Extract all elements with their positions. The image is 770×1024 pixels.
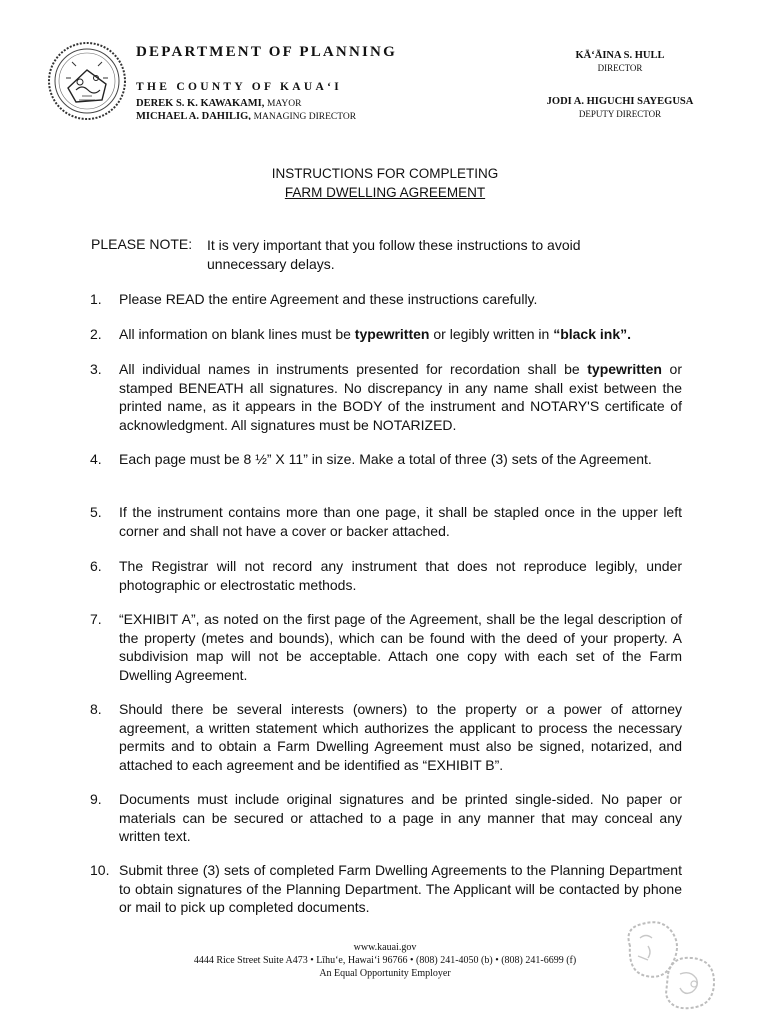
instruction-item: [90, 325, 682, 344]
instruction-item: [90, 610, 682, 684]
note-text: It is very important that you follow these instructions to avoid unnecessary delays.: [207, 237, 581, 272]
instruction-item: [90, 700, 682, 774]
instruction-item: [90, 450, 682, 469]
item-number: 8.: [90, 701, 102, 717]
item-text: Documents must include original signatures and be printed single-sided. No paper or materials can be secured or attached to a page in any manner that may conceal any written text.: [119, 791, 682, 844]
document-subtitle: FARM DWELLING AGREEMENT: [284, 185, 486, 200]
item-text: The Registrar will not record any instrument that does not reproduce legibly, under photographic or electrostatic methods.: [119, 558, 682, 593]
item-text: Should there be several interests (owners) to the property or a power of attorney agreement, a written statement which authorizes the applicant to process the necessary permits and to obtain a Farm Dwelling Agreement must also be signed, notarized, and attached to each agreement and be identified as “EXHIBIT B”.: [119, 701, 682, 773]
county-seal-icon: [46, 40, 128, 122]
mayor-title: MAYOR: [266, 99, 302, 109]
instruction-item: [90, 503, 682, 540]
director-title: DIRECTOR: [597, 63, 643, 73]
department-name: DEPARTMENT OF PLANNING: [136, 44, 397, 60]
item-text-part: or legibly written in: [429, 326, 554, 342]
footer-equal-opportunity: An Equal Opportunity Employer: [319, 968, 451, 979]
instruction-item: [90, 290, 682, 309]
mayor-line: [136, 98, 301, 109]
deputy-director-title: DEPUTY DIRECTOR: [578, 109, 662, 119]
item-text-part: All information on blank lines must be: [119, 326, 355, 342]
item-text: Please READ the entire Agreement and these instructions carefully.: [119, 291, 538, 307]
footer-website: www.kauai.gov: [353, 942, 417, 953]
managing-director-name: MICHAEL A. DAHILIG,: [136, 111, 251, 120]
item-text: [119, 360, 682, 434]
instruction-item: [90, 861, 682, 917]
instruction-item: [90, 557, 682, 594]
item-number: 4.: [90, 451, 102, 467]
item-text: If the instrument contains more than one page, it shall be stapled once in the upper left corner and shall not have a cover or backer attached.: [119, 504, 682, 539]
item-text-bold: typewritten: [587, 361, 662, 377]
item-text-part: All individual names in instruments presented for recordation shall be: [119, 361, 588, 377]
petroglyph-rocks-icon: [616, 916, 722, 1016]
item-text-bold: typewritten: [354, 326, 430, 342]
director-name: KĀʻĀINA S. HULL: [575, 50, 665, 61]
item-number: 1.: [90, 291, 102, 307]
instruction-item: [90, 790, 682, 846]
item-text: [119, 325, 682, 344]
item-number: 3.: [90, 361, 102, 377]
item-number: 9.: [90, 791, 102, 807]
item-number: 6.: [90, 558, 102, 574]
item-number: 2.: [90, 326, 102, 342]
item-text-bold: “black ink”.: [553, 326, 632, 342]
managing-director-title: MANAGING DIRECTOR: [253, 112, 357, 120]
item-text: Submit three (3) sets of completed Farm Dwelling Agreements to the Planning Department to obtain signatures of the Planning Department. The Applicant will be contacted by phone or mail to pick up completed documents.: [119, 862, 682, 915]
item-number: 7.: [90, 611, 102, 627]
item-text-part: or stamped BENEATH all signatures. No discrepancy in any name shall exist between the printed name, as it appears in the BODY of the instrument and NOTARY'S certificate of acknowledgment. All signatures must be NOTARIZED.: [119, 361, 682, 433]
item-text: “EXHIBIT A”, as noted on the first page of the Agreement, shall be the legal description of the property (metes and bounds), which can be found with the deed of your property. A subdivision map will not be acceptable. Attach one copy with each set of the Farm Dwelling Agreement.: [119, 611, 682, 683]
document-title: INSTRUCTIONS FOR COMPLETING: [271, 166, 499, 181]
footer-address: 4444 Rice Street Suite A473 • Līhuʻe, Hawaiʻi 96766 • (808) 241-4050 (b) • (808) 241-6699 (f): [193, 955, 577, 966]
county-name: THE COUNTY OF KAUAʻI: [136, 81, 343, 93]
deputy-director-name: JODI A. HIGUCHI SAYEGUSA: [546, 96, 694, 107]
note-label: PLEASE NOTE:: [91, 236, 193, 252]
managing-director-line: [136, 111, 356, 120]
item-text: Each page must be 8 ½” X 11” in size. Make a total of three (3) sets of the Agreement.: [119, 451, 652, 467]
item-number: 10.: [90, 862, 110, 878]
mayor-name: DEREK S. K. KAWAKAMI,: [136, 98, 265, 109]
instruction-item: [90, 360, 682, 434]
item-number: 5.: [90, 504, 102, 520]
